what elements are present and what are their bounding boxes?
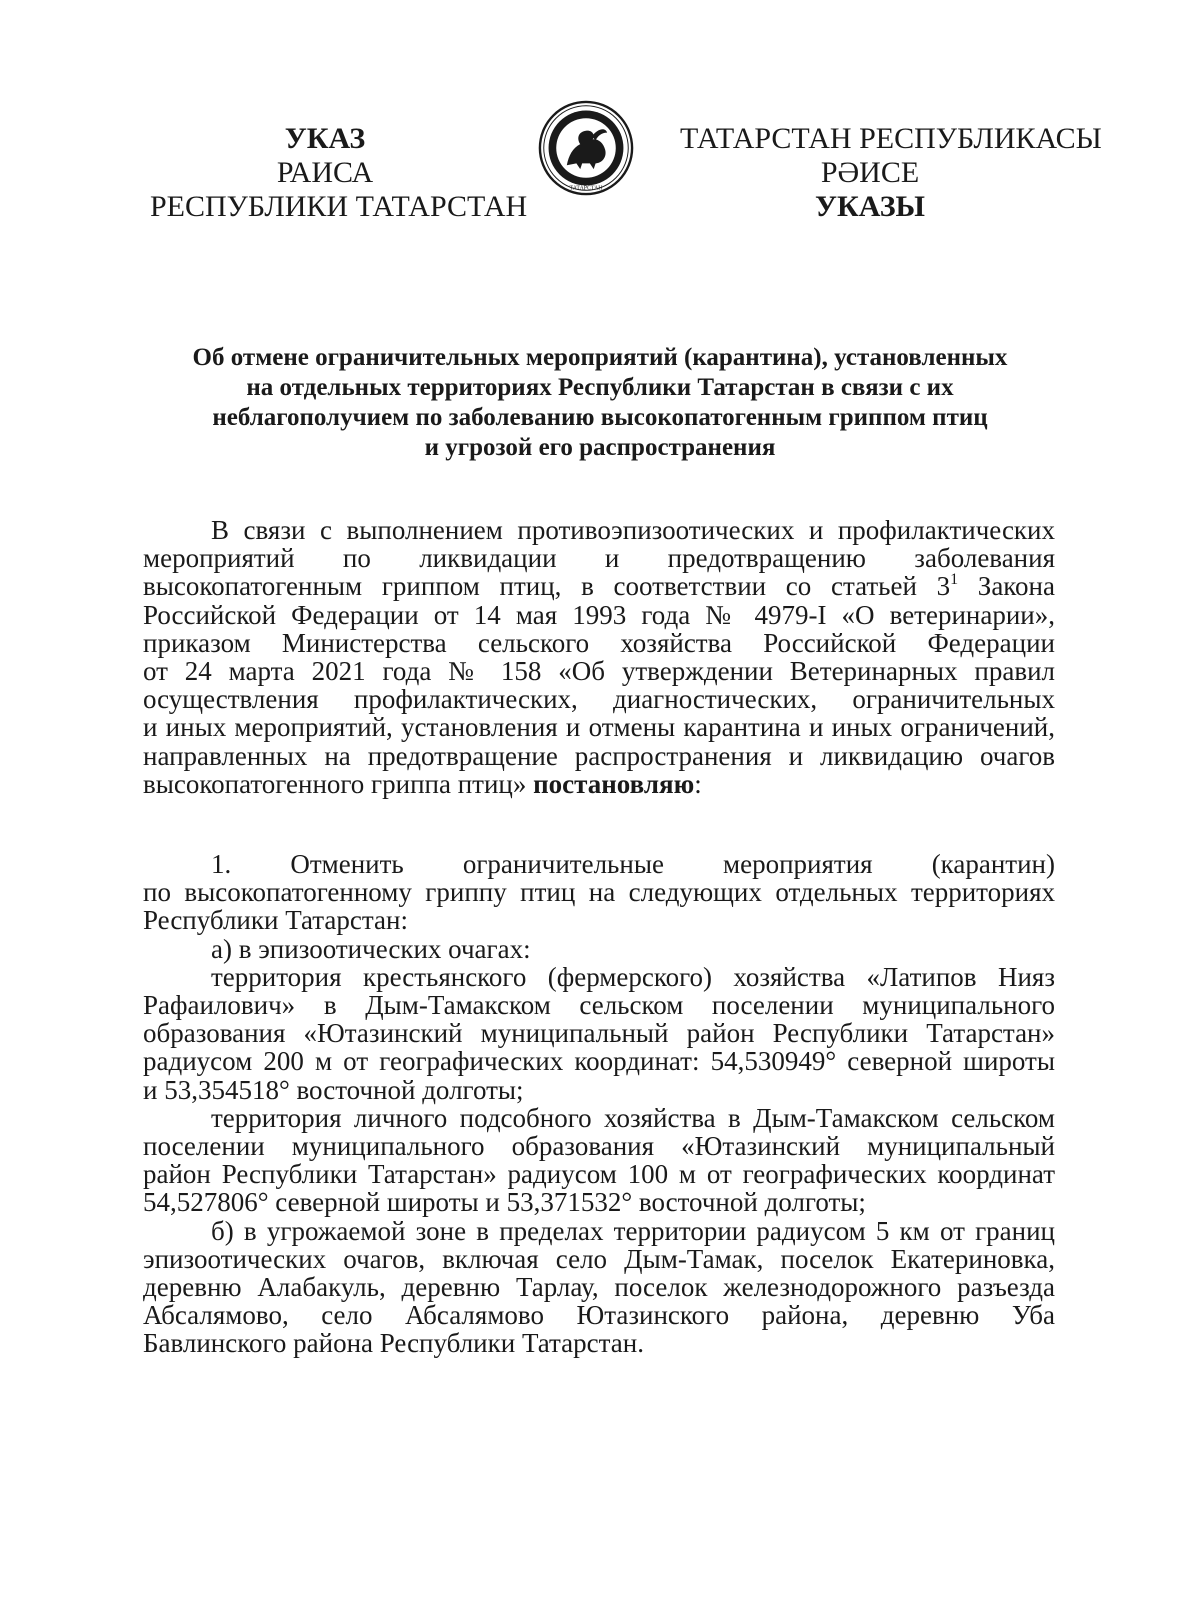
header-left-line-2: РАИСА [276, 156, 374, 189]
superscript-1: 1 [950, 571, 959, 589]
header-right-line-3: УКАЗЫ [815, 190, 925, 223]
title-line: неблагополучием по заболеванию высокопатогенным гриппом птиц [212, 404, 988, 431]
coat-of-arms-icon [538, 100, 634, 196]
header-left [150, 122, 528, 224]
preamble-line: осуществления профилактических, диагностических, ограничительных [143, 684, 1055, 715]
emblem-seal-text: ТАТАРСТАН [569, 185, 603, 192]
preamble-line-text: высокопатогенного гриппа птиц» [143, 768, 527, 799]
item-line: территория крестьянского (фермерского) хозяйства «Латипов Нияз [211, 961, 1055, 992]
preamble-line: В связи с выполнением противоэпизоотических и профилактических [211, 515, 1055, 545]
item-line: образования «Ютазинский муниципальный район Республики Татарстан» [143, 1018, 1055, 1049]
decree-colon: : [694, 768, 702, 799]
header-left-line-1: УКАЗ [284, 122, 366, 155]
item-line: а) в эпизоотических очагах: [211, 933, 531, 964]
item-line: эпизоотических очагов, включая село Дым-Тамак, поселок Екатериновка, [143, 1243, 1055, 1274]
preamble-line: приказом Министерства сельского хозяйства Российской Федерации [143, 627, 1055, 658]
item-line: радиусом 200 м от географических координат: 54,530949° северной широты [143, 1046, 1055, 1077]
item-line: Республики Татарстан: [143, 905, 408, 936]
item-line: Абсалямово, село Абсалямово Ютазинского района, деревню Уба [143, 1300, 1055, 1331]
preamble-line-text: высокопатогенным гриппом птиц, в соответствии со статьей 3 [143, 571, 951, 602]
preamble-line: Российской Федерации от 14 мая 1993 года № 4979-I «О ветеринарии», [143, 599, 1055, 630]
item-line: 54,527806° северной широты и 53,371532° восточной долготы; [143, 1187, 866, 1218]
item-line: 1. Отменить ограничительные мероприятия (карантин) [211, 849, 1055, 879]
decree-items [143, 850, 1055, 1358]
title-line: и угрозой его распространения [424, 434, 776, 461]
preamble-line: мероприятий по ликвидации и предотвращению заболевания [143, 543, 1055, 574]
item-line: деревню Алабакуль, деревню Тарлау, поселок железнодорожного разъезда [143, 1272, 1055, 1303]
header-right-line-1: ТАТАРСТАН РЕСПУБЛИКАСЫ [680, 122, 1102, 155]
preamble-line: и иных мероприятий, установления и отмены карантина и иных ограничений, [143, 712, 1055, 743]
header-left-line-3: РЕСПУБЛИКИ ТАТАРСТАН [150, 190, 528, 223]
header-right-line-2: РӘИСЕ [820, 156, 920, 189]
preamble-line: от 24 марта 2021 года № 158 «Об утверждении Ветеринарных правил [143, 656, 1055, 687]
preamble-paragraph [143, 516, 1055, 798]
item-line: район Республики Татарстан» радиусом 100 м от географических координат [143, 1159, 1055, 1190]
item-line: и 53,354518° восточной долготы; [143, 1074, 524, 1105]
item-line: Рафаилович» в Дым-Тамакском сельском поселении муниципального [143, 990, 1055, 1021]
header-right [680, 122, 1102, 224]
item-line: б) в угрожаемой зоне в пределах территории радиусом 5 км от границ [211, 1215, 1055, 1246]
preamble-last-line [143, 770, 1055, 798]
title-line: Об отмене ограничительных мероприятий (карантина), установленных [192, 344, 1008, 371]
item-line: территория личного подсобного хозяйства в Дым-Тамакском сельском [211, 1102, 1055, 1133]
preamble-tail: Закона [977, 571, 1055, 602]
item-line: по высокопатогенному гриппу птиц на следующих отдельных территориях [143, 877, 1055, 908]
item-line: Бавлинского района Республики Татарстан. [143, 1328, 644, 1359]
preamble-line-with-footnote [143, 572, 1055, 600]
decree-word: постановляю [533, 768, 695, 799]
preamble-line: направленных на предотвращение распространения и ликвидацию очагов [143, 740, 1055, 771]
title-line: на отдельных территориях Республики Татарстан в связи с их [246, 374, 954, 401]
item-line: поселении муниципального образования «Ютазинский муниципальный [143, 1131, 1055, 1162]
decree-title [140, 343, 1060, 463]
